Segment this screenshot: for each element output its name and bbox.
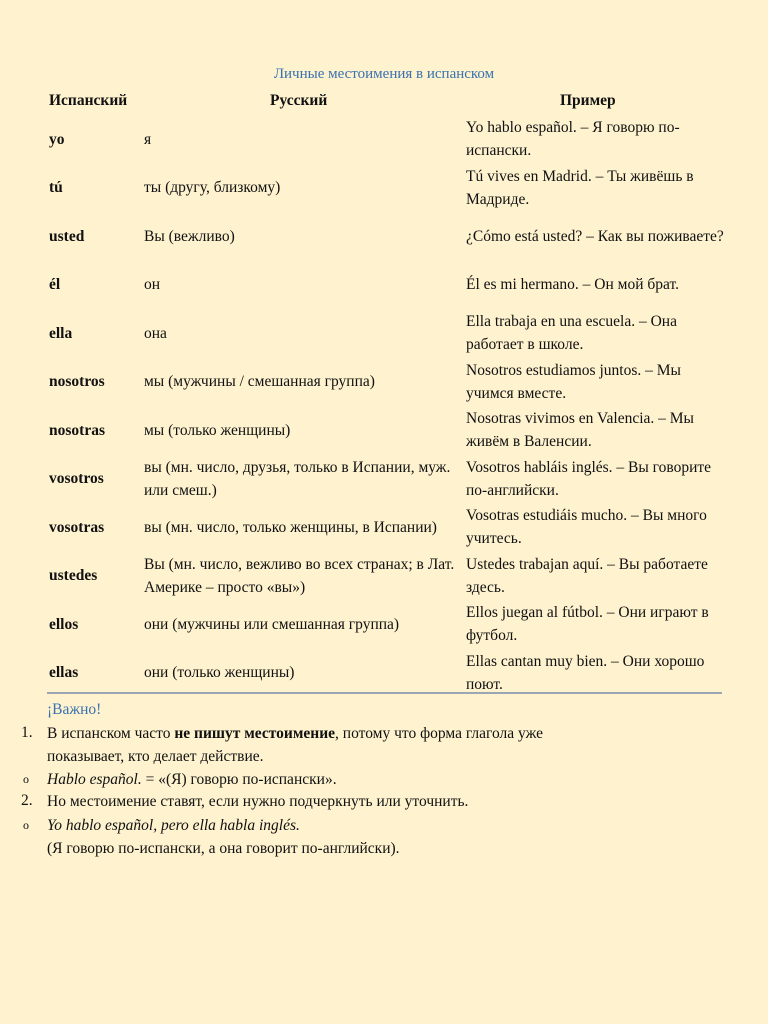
- header-example: Пример: [560, 92, 616, 109]
- pronoun-spanish: usted: [49, 227, 85, 245]
- pronoun-russian: вы (мн. число, только женщины, в Испании): [144, 518, 437, 536]
- table-row: [49, 649, 729, 697]
- pronoun-spanish: él: [49, 276, 61, 293]
- pronoun-spanish: ella: [49, 324, 73, 342]
- bullet-icon: o: [23, 818, 29, 832]
- table-row: [49, 600, 729, 648]
- example-1: [47, 768, 337, 791]
- note-1-line-2: показывает, кто делает действие.: [47, 748, 264, 765]
- pronoun-example: Nosotras vivimos en Valencia. – Мы живём в Валенсии.: [466, 410, 694, 450]
- table-row: [49, 164, 729, 212]
- pronoun-spanish: yo: [49, 130, 65, 148]
- note-1-line-1: [47, 722, 543, 745]
- pronoun-russian: Вы (мн. число, вежливо во всех странах; в Лат. Америке – просто «вы»): [144, 555, 455, 596]
- pronoun-example: Ella trabaja en una escuela. – Она работает в школе.: [466, 313, 677, 353]
- list-number-2: 2.: [21, 792, 33, 809]
- pronoun-example: Vosotras estudiáis mucho. – Вы много учитесь.: [466, 507, 707, 547]
- example-1-rest: = «(Я) говорю по-испански».: [141, 771, 337, 788]
- pronoun-example: Nosotros estudiamos juntos. – Мы учимся вместе.: [466, 361, 681, 402]
- list-number-1: 1.: [21, 724, 33, 741]
- pronoun-spanish: ellos: [49, 615, 79, 633]
- table-row: [49, 212, 729, 260]
- note-1-text-bold: не пишут местоимение: [174, 725, 336, 742]
- pronoun-russian: она: [144, 324, 167, 342]
- note-1-text-pre: В испанском часто: [47, 725, 175, 742]
- pronoun-spanish: nosotras: [49, 421, 105, 439]
- pronoun-example: Vosotros habláis inglés. – Вы говорите по-английски.: [466, 458, 712, 499]
- page-title: Личные местоимения в испанском: [273, 66, 495, 82]
- example-1-italic: Hablo español.: [47, 771, 142, 788]
- table-row: [49, 309, 729, 357]
- divider: [47, 692, 722, 694]
- pronoun-russian: он: [144, 276, 161, 293]
- pronoun-russian: они (только женщины): [144, 664, 295, 681]
- pronoun-example: Ellas cantan muy bien. – Они хорошо поют.: [466, 652, 705, 693]
- header-russian: Русский: [270, 92, 328, 109]
- example-2: Yo hablo español, pero ella habla inglés.: [47, 817, 300, 834]
- pronoun-russian: ты (другу, близкому): [144, 179, 281, 196]
- pronoun-example: Yo hablo español. – Я говорю по-испански.: [466, 119, 680, 159]
- header-spanish: Испанский: [49, 92, 128, 109]
- pronoun-russian: мы (только женщины): [144, 421, 291, 439]
- pronoun-spanish: nosotros: [49, 373, 105, 390]
- table-row: [49, 455, 729, 503]
- pronoun-example: Ellos juegan al fútbol. – Они играют в футбол.: [466, 604, 709, 644]
- pronoun-example: ¿Cómo está usted? – Как вы поживаете?: [466, 227, 724, 245]
- pronoun-spanish: ustedes: [49, 567, 98, 584]
- example-2-translation: (Я говорю по-испански, а она говорит по-английски).: [47, 840, 400, 857]
- table-row: [49, 406, 729, 454]
- note-2: Но местоимение ставят, если нужно подчеркнуть или уточнить.: [47, 793, 469, 810]
- table-row: [49, 552, 729, 600]
- pronoun-russian: вы (мн. число, друзья, только в Испании, муж. или смеш.): [144, 458, 451, 499]
- important-heading: ¡Важно!: [47, 701, 102, 718]
- pronoun-russian: я: [144, 130, 152, 148]
- note-1-text-post: , потому что форма глагола уже: [335, 725, 543, 742]
- pronoun-spanish: vosotras: [49, 518, 105, 536]
- pronoun-russian: они (мужчины или смешанная группа): [144, 615, 400, 633]
- pronoun-example: Ustedes trabajan aquí. – Вы работаете здесь.: [466, 555, 708, 596]
- pronoun-russian: мы (мужчины / смешанная группа): [144, 373, 375, 390]
- pronoun-example: Tú vives en Madrid. – Ты живёшь в Мадриде.: [466, 167, 694, 208]
- pronoun-spanish: tú: [49, 179, 63, 196]
- table-row: [49, 115, 729, 163]
- table-row: [49, 358, 729, 406]
- bullet-icon: o: [23, 772, 29, 786]
- pronoun-russian: Вы (вежливо): [144, 227, 235, 245]
- pronoun-spanish: vosotros: [49, 470, 104, 487]
- pronoun-example: Él es mi hermano. – Он мой брат.: [466, 276, 679, 293]
- table-row: [49, 503, 729, 551]
- pronoun-spanish: ellas: [49, 664, 79, 681]
- table-row: [49, 261, 729, 309]
